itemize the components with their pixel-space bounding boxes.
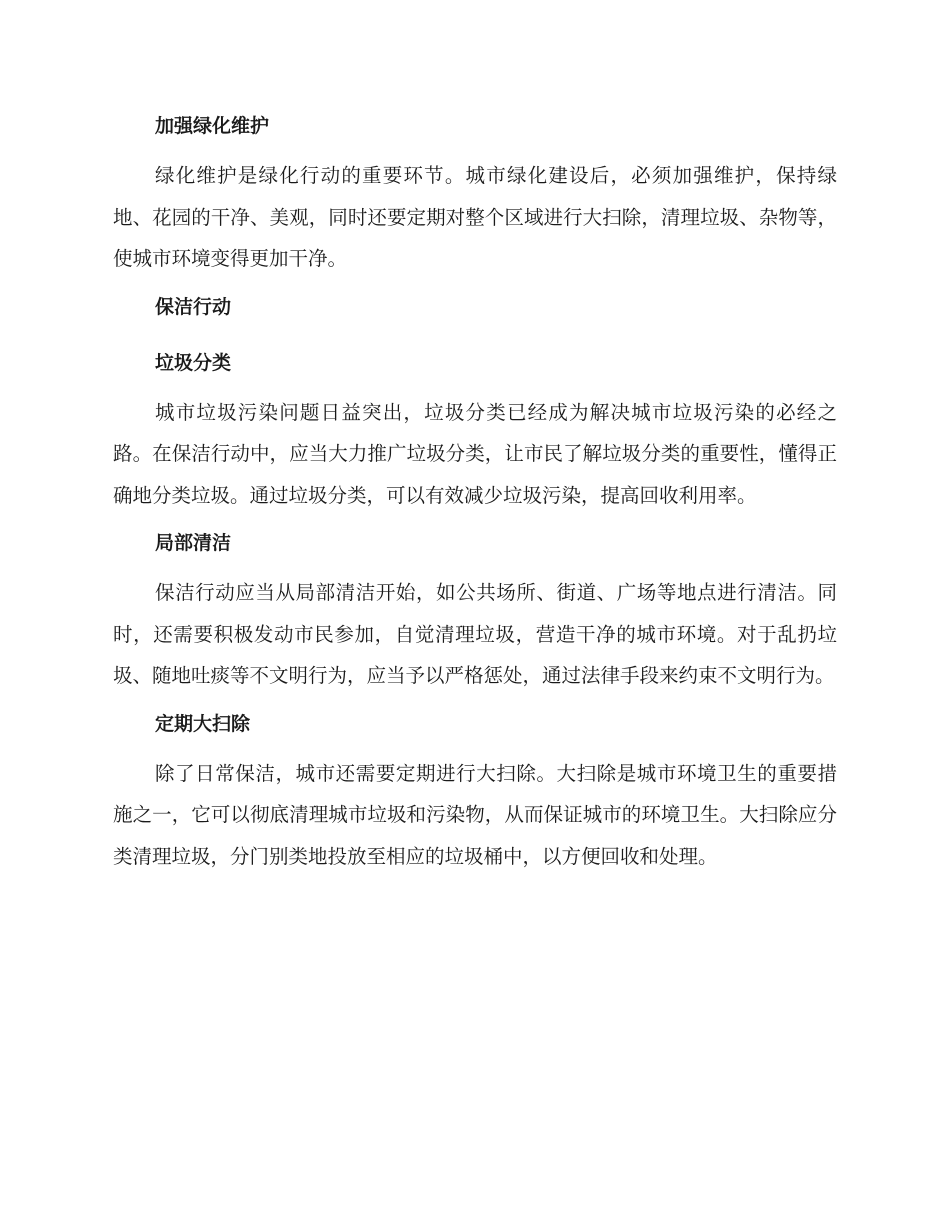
section-heading-greening-maintenance: 加强绿化维护 — [155, 115, 270, 137]
section-heading-garbage-sorting: 垃圾分类 — [155, 351, 232, 374]
section-heading-regular-cleanup: 定期大扫除 — [155, 712, 251, 735]
section-heading-cleaning-action: 保洁行动 — [155, 295, 232, 318]
paragraph-regular-cleanup: 除了日常保洁，城市还需要定期进行大扫除。大扫除是城市环境卫生的重要措施之一，它可以彻底清理城市垃圾和污染物，从而保证城市的环境卫生。大扫除应分类清理垃圾，分门别类地投放至相应的垃圾桶中，以方便回收和处理。 — [113, 761, 837, 868]
paragraph-local-cleaning: 保洁行动应当从局部清洁开始，如公共场所、街道、广场等地点进行清洁。同时，还需要积极发动市民参加，自觉清理垃圾，营造干净的城市环境。对于乱扔垃圾、随地吐痰等不文明行为，应当予以严格惩处，通过法律手段来约束不文明行为。 — [113, 581, 837, 687]
paragraph-garbage-sorting: 城市垃圾污染问题日益突出，垃圾分类已经成为解决城市垃圾污染的必经之路。在保洁行动中，应当大力推广垃圾分类，让市民了解垃圾分类的重要性，懂得正确地分类垃圾。通过垃圾分类，可以有效减少垃圾污染，提高回收利用率。 — [113, 400, 837, 507]
paragraph-greening-maintenance: 绿化维护是绿化行动的重要环节。城市绿化建设后，必须加强维护，保持绿地、花园的干净、美观，同时还要定期对整个区域进行大扫除，清理垃圾、杂物等，使城市环境变得更加干净。 — [113, 164, 837, 270]
section-heading-local-cleaning: 局部清洁 — [155, 532, 232, 554]
